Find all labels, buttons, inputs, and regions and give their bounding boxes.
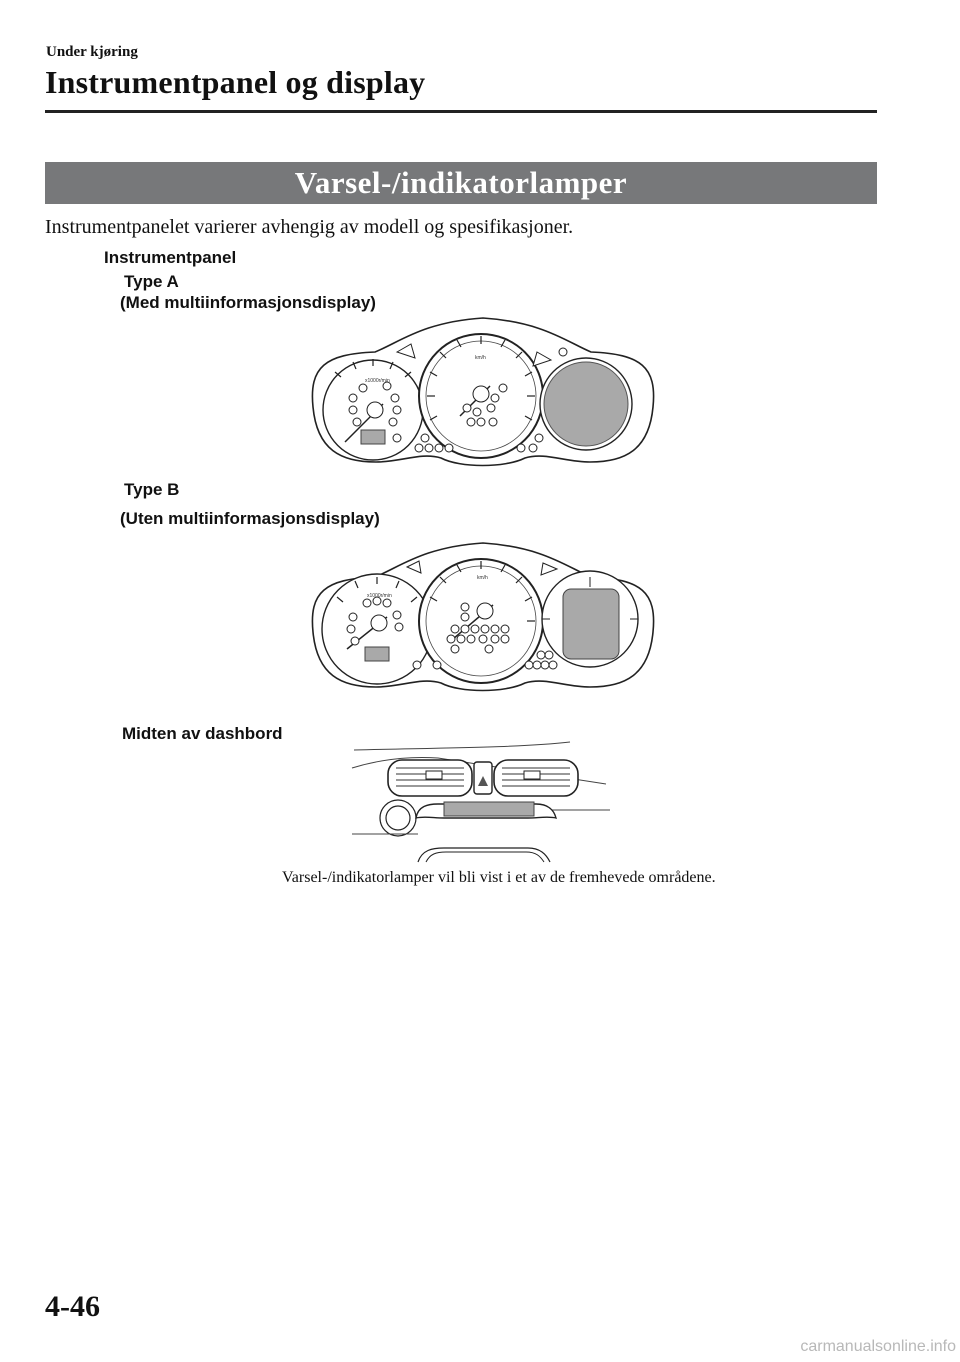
- tach-unit-b: x1000r/min: [367, 593, 392, 599]
- type-a-label: Type A: [124, 272, 179, 291]
- tach-unit-a: x1000r/min: [365, 378, 390, 384]
- page-title: Instrumentpanel og display: [45, 64, 426, 100]
- title-rule: [45, 110, 877, 113]
- panel-label: Instrumentpanel: [104, 248, 237, 267]
- speed-unit-b: km/h: [477, 575, 488, 581]
- watermark: carmanualsonline.info: [800, 1338, 956, 1355]
- cluster-type-a-illustration: [305, 312, 661, 472]
- center-dashboard-illustration: [348, 738, 616, 866]
- intro-text: Instrumentpanelet varierer avhengig av modell og spesifikasjoner.: [45, 216, 574, 238]
- type-b-sublabel: (Uten multiinformasjonsdisplay): [120, 509, 380, 528]
- page-number: 4-46: [45, 1290, 100, 1323]
- type-b-label: Type B: [124, 480, 180, 499]
- figure-caption: Varsel-/indikatorlamper vil bli vist i et av de fremhevede områdene.: [282, 869, 716, 886]
- section-label: Under kjøring: [46, 44, 138, 60]
- dashboard-label: Midten av dashbord: [122, 724, 283, 743]
- section-banner: Varsel-/indikatorlamper: [45, 162, 877, 204]
- type-a-sublabel: (Med multiinformasjonsdisplay): [120, 293, 376, 312]
- cluster-type-b-illustration: [305, 537, 661, 697]
- speed-unit-a: km/h: [475, 355, 486, 361]
